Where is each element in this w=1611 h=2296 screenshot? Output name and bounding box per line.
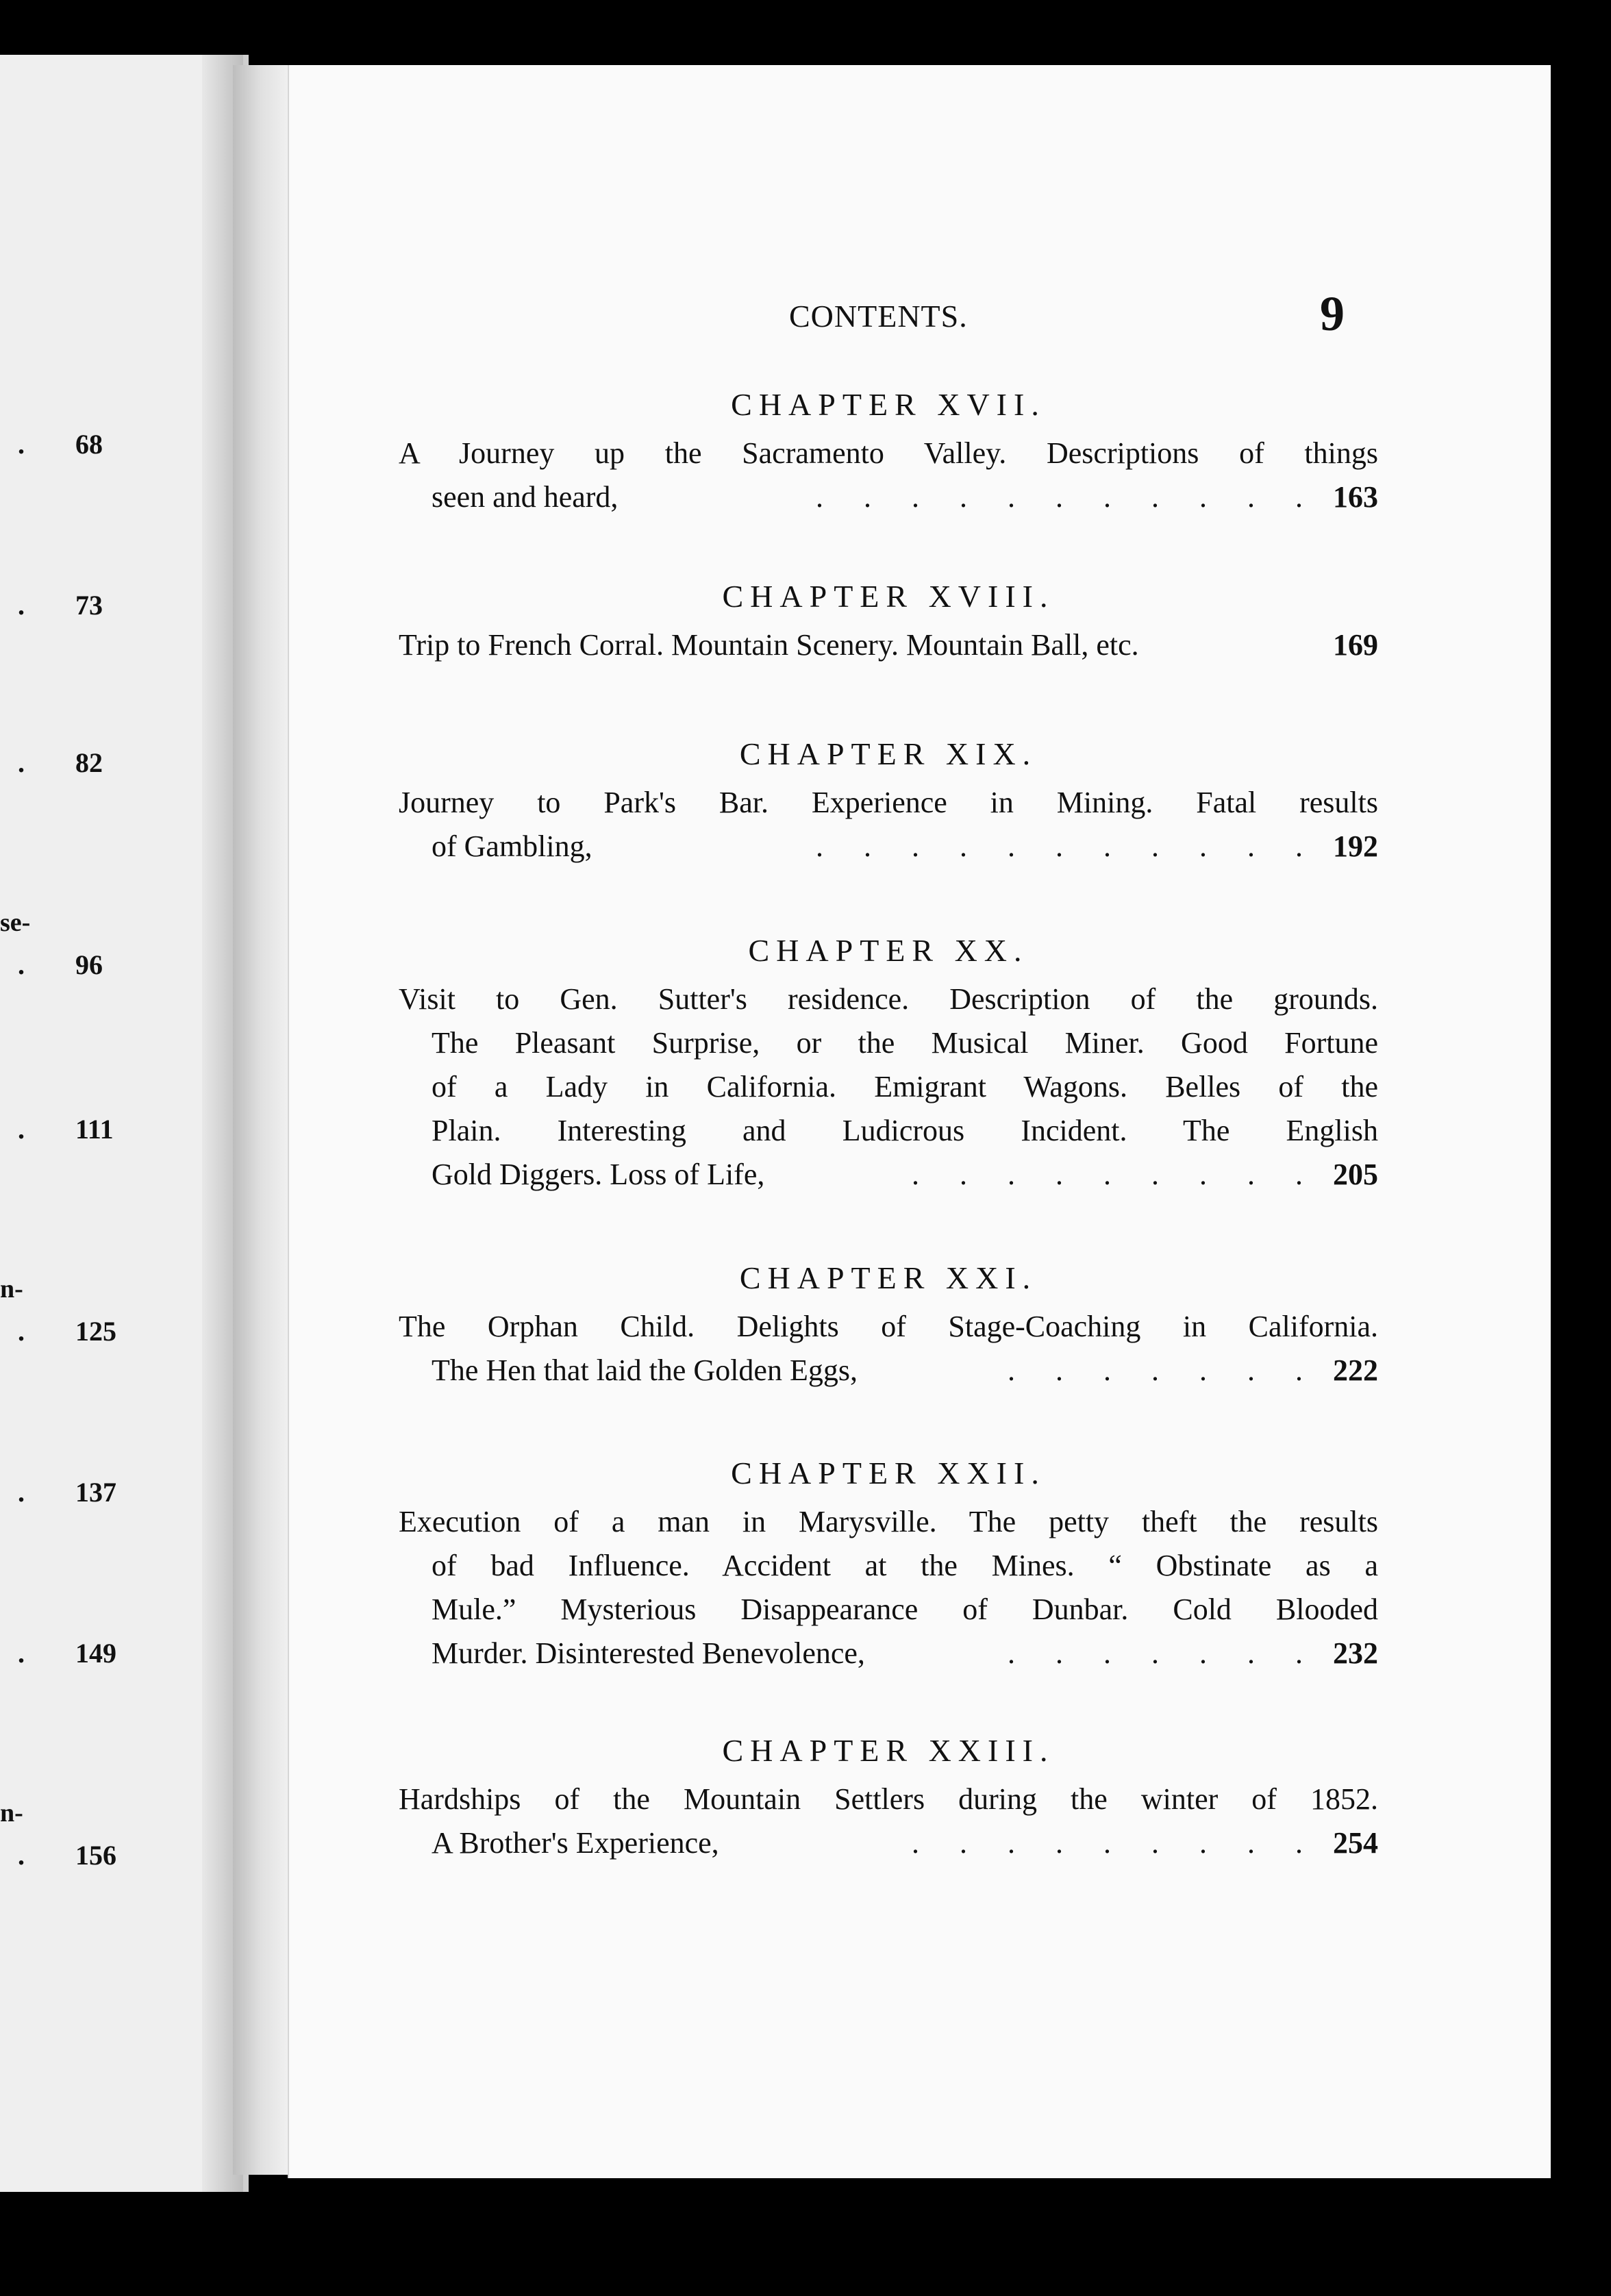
chapter-summary-last-line (399, 1349, 1378, 1393)
hyphen-fragment: n- (0, 1275, 23, 1303)
chapter-summary-line: Journey to Park's Bar. Experience in Mining. Fatal results (399, 786, 1378, 819)
chapter-summary-text: The Hen that laid the Golden Eggs, (432, 1353, 858, 1387)
dot-leader: . . . . . . . . . (912, 1158, 1303, 1191)
chapter-heading: CHAPTER XVIII. (722, 579, 1055, 614)
chapter-summary-last-line (399, 1821, 1378, 1865)
chapter-summary-line: Visit to Gen. Sutter's residence. Description of the grounds. (399, 982, 1378, 1016)
chapter-summary-last-line (399, 825, 1378, 869)
chapter-summary-line: of a Lady in California. Emigrant Wagons. Belles of the (432, 1070, 1378, 1103)
chapter-summary-text: of Gambling, (432, 829, 592, 863)
chapter-heading: CHAPTER XXII. (731, 1456, 1046, 1490)
chapter-summary-text: Murder. Disinterested Benevolence, (432, 1636, 865, 1670)
chapter-summary-line: The Pleasant Surprise, or the Musical Miner. Good Fortune (432, 1026, 1378, 1060)
chapter-heading: CHAPTER XVII. (731, 387, 1046, 422)
chapter-summary-line: Plain. Interesting and Ludicrous Incident. The English (432, 1114, 1378, 1147)
leader-dot: . (18, 590, 25, 621)
left-toc-entry (0, 747, 123, 788)
page-number: 9 (1320, 286, 1345, 341)
page-title: CONTENTS. (789, 299, 968, 334)
left-toc-entry (0, 589, 123, 630)
book-gutter (233, 65, 295, 2175)
left-toc-entry (0, 1839, 123, 1880)
chapter-page-number: 222 (1333, 1353, 1378, 1387)
chapter-summary-line: The Orphan Child. Delights of Stage-Coaching in California. (399, 1310, 1378, 1343)
page-number: 96 (75, 949, 103, 980)
leader-dot: . (18, 1477, 25, 1508)
chapter-summary-line: Hardships of the Mountain Settlers during the winter of 1852. (399, 1782, 1378, 1816)
left-toc-entry (0, 428, 123, 469)
leader-dot: . (18, 747, 25, 778)
left-toc-entry (0, 1637, 123, 1678)
hyphen-fragment: se- (0, 908, 31, 937)
dot-leader: . . . . . . . (1008, 1353, 1303, 1387)
dot-leader: . . . . . . . (1008, 1636, 1303, 1670)
chapter-entry (399, 733, 1378, 869)
chapter-entry (399, 1452, 1378, 1675)
page-number: 111 (75, 1114, 114, 1145)
dot-leader: . . . . . . . . . . . (816, 829, 1303, 863)
chapter-page-number: 192 (1333, 829, 1378, 863)
hyphen-fragment: n- (0, 1799, 23, 1827)
chapter-summary-line: of bad Influence. Accident at the Mines. “ Obstinate as a (432, 1549, 1378, 1582)
previous-page (0, 55, 249, 2192)
left-toc-entry (0, 1315, 123, 1356)
dot-leader: . . . . . . . . . . . (816, 480, 1303, 514)
chapter-summary-text: Trip to French Corral. Mountain Scenery. Mountain Ball, etc. (399, 628, 1139, 662)
running-head (289, 286, 1551, 360)
chapter-entry (399, 1257, 1378, 1393)
leader-dot: . (18, 429, 25, 460)
chapter-entry (399, 384, 1378, 519)
leader-dot: . (18, 1114, 25, 1145)
chapter-summary-line: Execution of a man in Marysville. The petty theft the results (399, 1505, 1378, 1538)
page-number: 156 (75, 1840, 116, 1871)
chapter-page-number: 163 (1333, 480, 1378, 514)
leader-dot: . (18, 1840, 25, 1871)
chapter-summary-last-line (399, 475, 1378, 519)
page-number: 137 (75, 1477, 116, 1508)
chapter-summary-text: A Brother's Experience, (432, 1826, 719, 1860)
chapter-heading: CHAPTER XX. (748, 933, 1029, 968)
left-toc-entry (0, 1476, 123, 1517)
chapter-page-number: 205 (1333, 1158, 1378, 1191)
chapter-summary-last-line (399, 1153, 1378, 1197)
chapter-summary-line: A Journey up the Sacramento Valley. Descriptions of things (399, 436, 1378, 470)
chapter-entry (399, 1730, 1378, 1865)
page-number: 125 (75, 1316, 116, 1347)
page-number: 73 (75, 590, 103, 621)
left-toc-entry (0, 1113, 123, 1154)
page-number: 82 (75, 747, 103, 778)
chapter-page-number: 254 (1333, 1826, 1378, 1860)
chapter-summary-text: seen and heard, (432, 480, 619, 514)
chapter-summary-last-line (399, 623, 1378, 667)
chapter-summary-last-line (399, 1632, 1378, 1675)
contents-page (288, 65, 1551, 2178)
leader-dot: . (18, 1316, 25, 1347)
chapter-page-number: 232 (1333, 1636, 1378, 1670)
chapter-page-number: 169 (1333, 628, 1378, 662)
chapter-summary-text: Gold Diggers. Loss of Life, (432, 1158, 765, 1191)
page-number: 68 (75, 429, 103, 460)
left-toc-entry (0, 949, 123, 990)
chapter-heading: CHAPTER XXI. (739, 1260, 1038, 1295)
chapter-heading: CHAPTER XIX. (739, 736, 1038, 771)
dot-leader: . . . . . . . . . (912, 1826, 1303, 1860)
page-number: 149 (75, 1638, 116, 1669)
chapter-entry (399, 575, 1378, 667)
chapter-summary-line: Mule.” Mysterious Disappearance of Dunbar. Cold Blooded (432, 1593, 1378, 1626)
leader-dot: . (18, 949, 25, 980)
leader-dot: . (18, 1638, 25, 1669)
chapter-heading: CHAPTER XXIII. (722, 1733, 1055, 1768)
chapter-entry (399, 929, 1378, 1197)
